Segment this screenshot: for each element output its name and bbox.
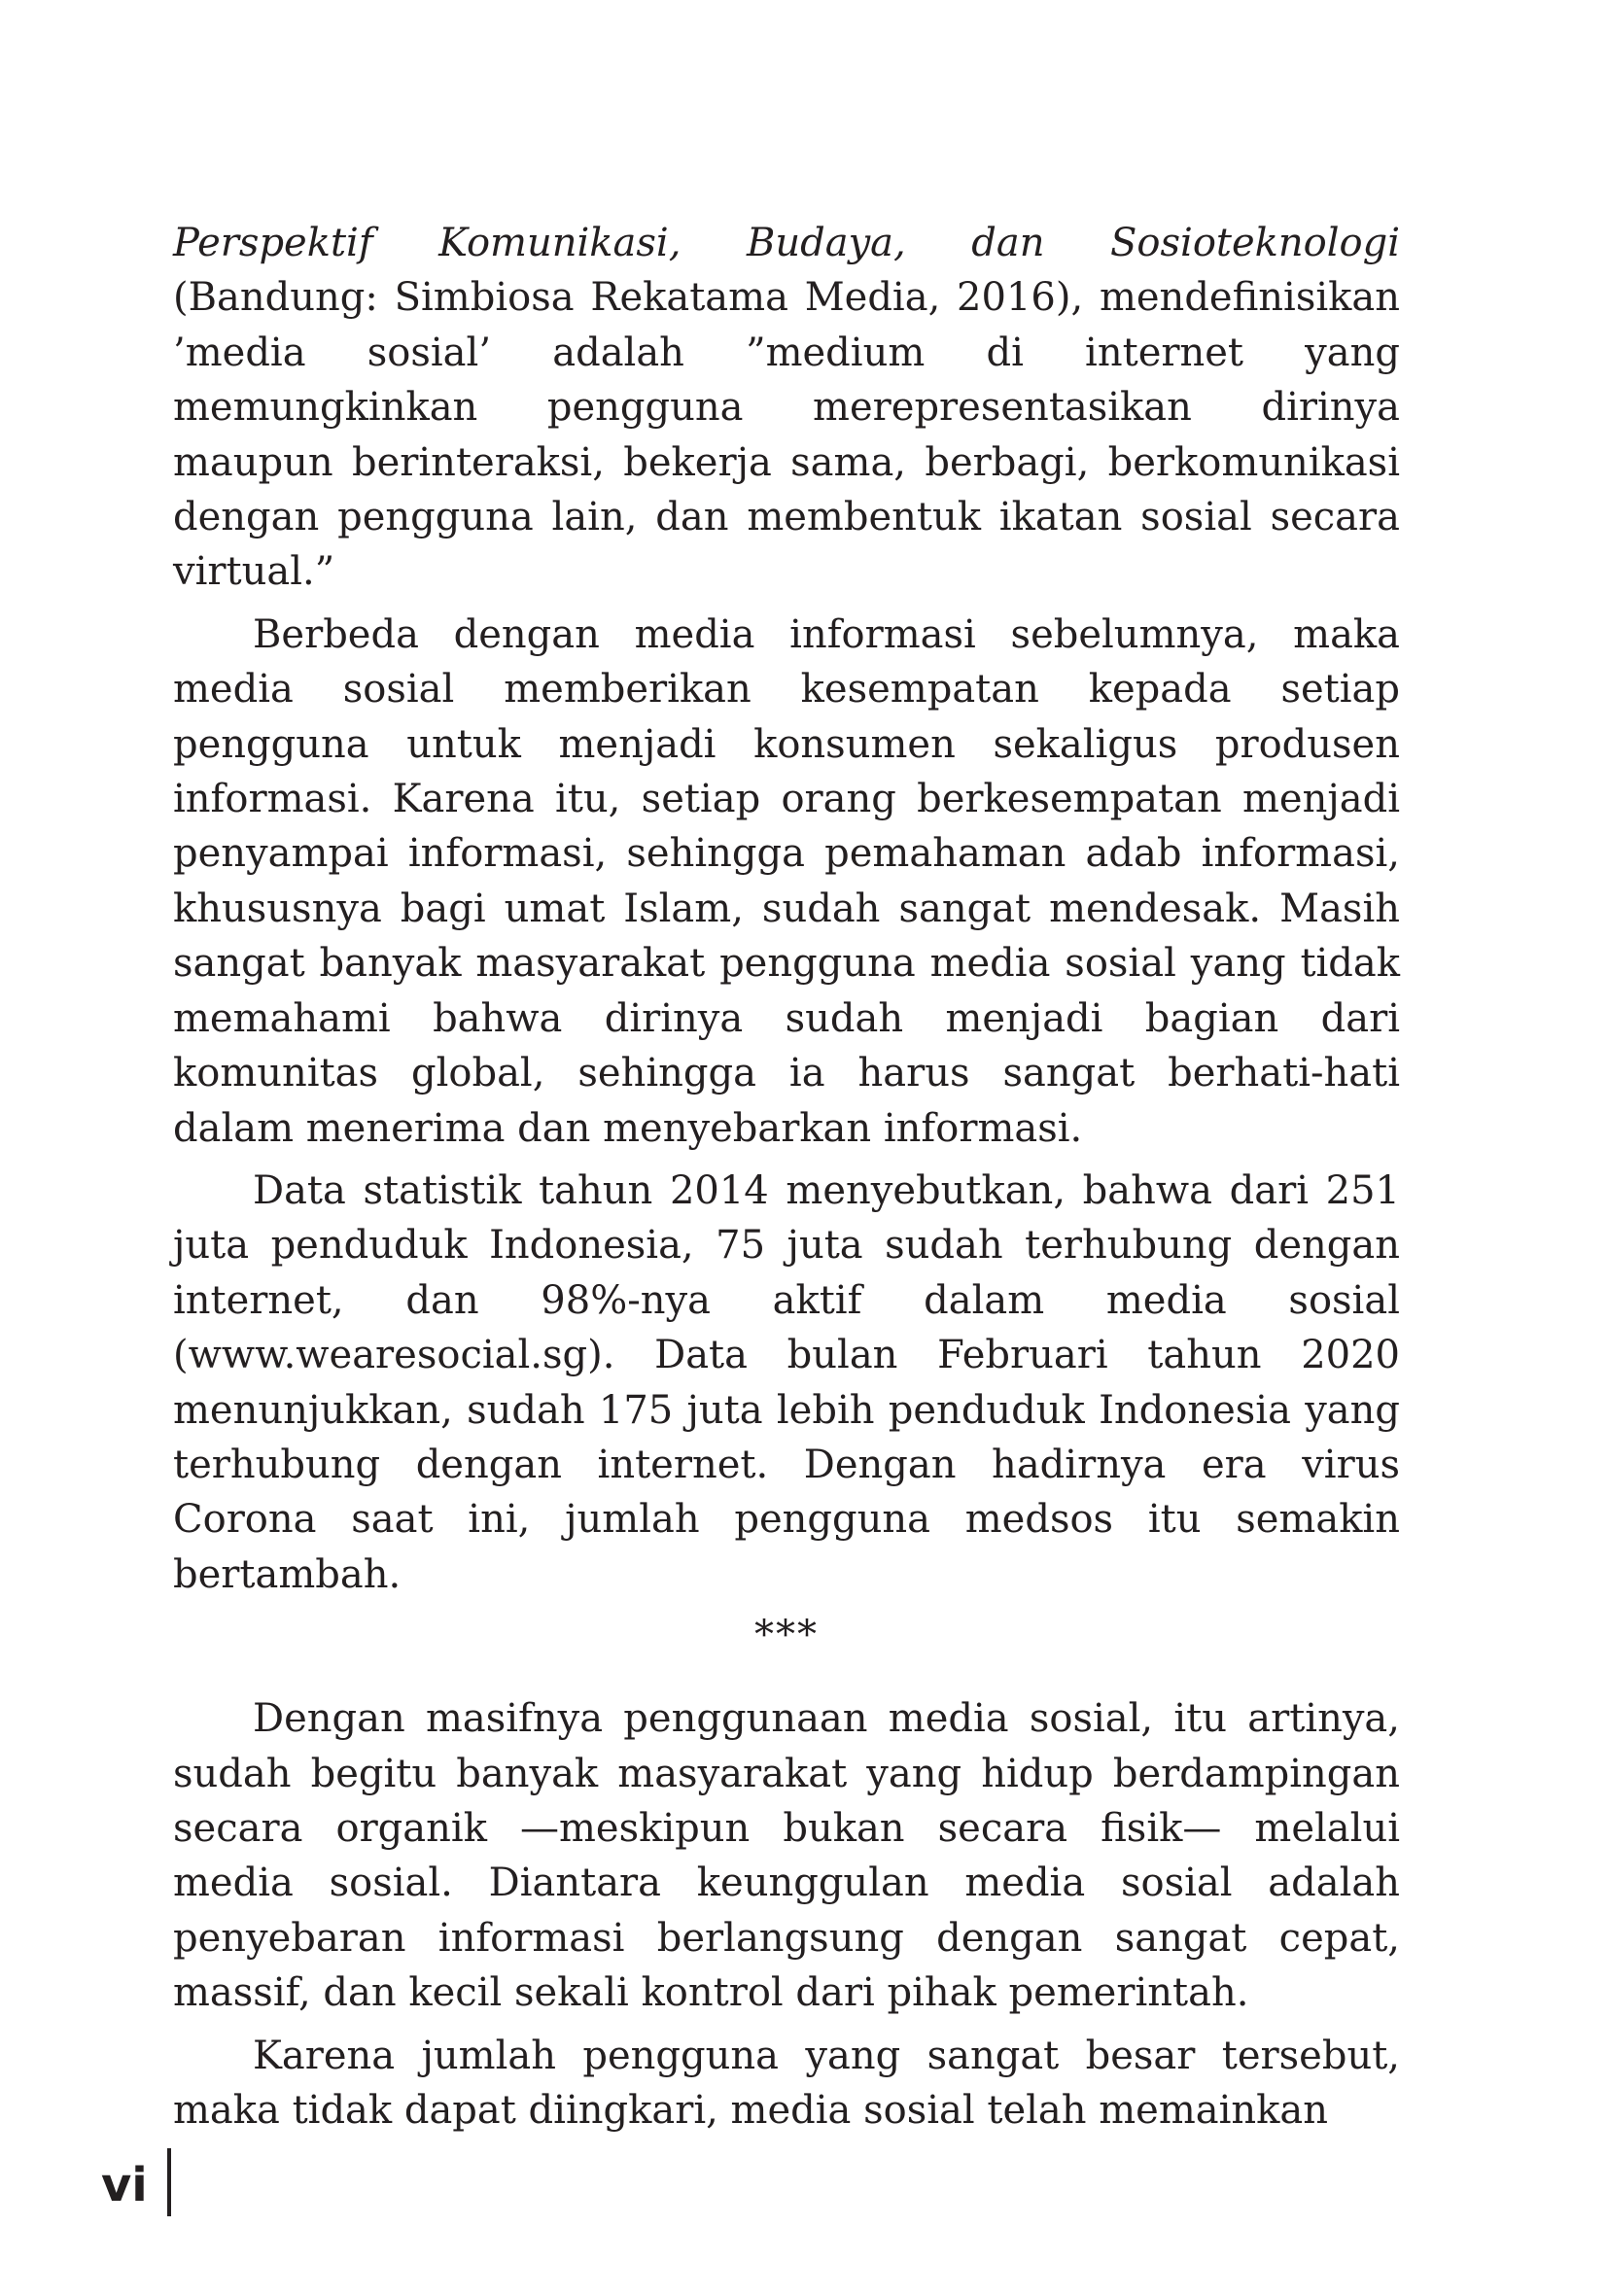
paragraph-3: Data statistik tahun 2014 menyebutkan, bahwa dari 251 juta penduduk Indonesia, 75 juta sudah terhubung dengan internet, dan 98%-nya aktif dalam media sosial (www.wearesocial.sg). Data bulan Februari tahun 2020 menunjukkan, sudah 175 juta lebih penduduk Indonesia yang terhubung dengan internet. Dengan hadirnya era virus Corona saat ini, jumlah pengguna medsos itu semakin bertambah. [173,1167,1400,1597]
paragraph-4: Dengan masifnya penggunaan media sosial, itu artinya, sudah begitu banyak masyarakat yang hidup berdampingan secara organik —meskipun bukan secara fisik— melalui media sosial. Diantara keunggulan media sosial adalah penyebaran informasi berlangsung dengan sangat cepat, massif, dan kecil sekali kontrol dari pihak pemerintah. [173,1696,1400,2016]
paragraph-2: Berbeda dengan media informasi sebelumnya, maka media sosial memberikan kesempatan kepada setiap pengguna untuk menjadi konsumen sekaligus produsen informasi. Karena itu, setiap orang berkesempatan menjadi penyampai informasi, sehingga pemahaman adab informasi, khususnya bagi umat Islam, sudah sangat mendesak. Masih sangat banyak masyarakat pengguna media sosial yang tidak memahami bahwa dirinya sudah menjadi bagian dari komunitas global, sehingga ia harus sangat berhati-hati dalam menerima dan menyebarkan informasi. [173,611,1400,1151]
paragraph-1-text: (Bandung: Simbiosa Rekatama Media, 2016), mendefinisikan ’media sosial’ adalah ”medium di internet yang memungkinkan pengguna merepresentasikan dirinya maupun berinteraksi, bekerja sama, berbagi, berkomunikasi dengan pengguna lain, dan membentuk ikatan sosial secara virtual.” [173,275,1400,595]
page-number: vi [101,2158,148,2212]
section-separator: *** [754,1613,819,1658]
paragraph-1 [173,216,1400,600]
body-text [173,216,1400,2145]
paragraph-5: Karena jumlah pengguna yang sangat besar tersebut, maka tidak dapat diingkari, media sosial telah memainkan [173,2033,1400,2133]
page-number-rule [167,2148,171,2216]
book-title: Perspektif Komunikasi, Budaya, dan Sosioteknologi [173,221,1400,265]
